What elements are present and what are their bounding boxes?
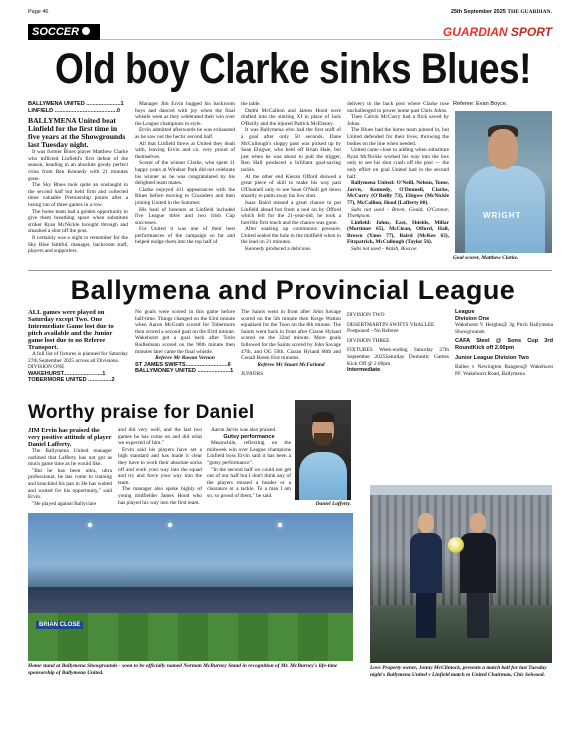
torso (410, 533, 442, 593)
para: the table. (241, 101, 261, 107)
fixtures-heading: FIXTURES Week-ending Saturday 27th September 2025Saturday Domestic Games Kick Off @ 2.00pm (347, 347, 449, 367)
masthead: THE GUARDIAN. (507, 9, 552, 15)
page-date: 25th September 2025 (450, 9, 506, 15)
fixture: Wakehurst V Heights@ 3g Pitch Ballymena Showgrounds (455, 322, 553, 335)
presentation-caption: Love Property owner, Jonny McClintock, presents a match ball for last Tuesday night's Ballymena United v Linfield match to United Chairman, Chis Selwood. (370, 665, 547, 678)
para: Daithi McCallion and James Hood were drafted into the starting XI in place of Jack O'Reilly and the injured Patrick McEleney. (241, 107, 341, 127)
para: United came close to adding when substitute Ryan McNickle worked his way into the box only to see his shot crash off the post — the only effort on goal United had in the second half. (347, 147, 449, 180)
cup-fixture: CAFA Steel @ Sons Cup 3rd RoundKick off 2.00pm (455, 338, 553, 351)
head (418, 513, 434, 533)
team-ballymena: Ballymena United: O'Neill, Nelson, Tome, Jarvis, Kennedy, O'Donnell, Clarke, McCurry (O'Reilly 73), Ehigwe (McNickle 77), McCallion, Hood (Lafferty 80). (347, 180, 449, 206)
main-col-3 (241, 101, 341, 271)
league-col-5 (455, 309, 553, 397)
intermediate-label: Intermediate (347, 367, 381, 374)
para: Scorer of the winner Clarke, who spent 11 happy years at Windsor Park did not celebrate his winner as he was congratulated by his delighted team mates. (135, 160, 235, 187)
fixture: DESERTMARTIN SWIFTS VBALLEE (347, 321, 435, 328)
player-shirt (299, 452, 347, 500)
league-col-3 (241, 309, 341, 397)
score-home: BALLYMENA UNITED ......................1 (28, 101, 124, 107)
para: The Sky Blues took quite an onslaught in the second half but held firm and collected three valuable Premiership points after a losing run of three games in a row. (28, 182, 128, 208)
subs-ballymena: Subs not used - Breen, Gould, O'Connor, Thompson. (347, 206, 449, 220)
para: Aaron Jarvis was also praised. (211, 427, 277, 433)
main-headline: Old boy Clarke sinks Blues! (55, 44, 531, 92)
floodlight (88, 523, 92, 527)
worthy-lede: JIM Ervin has praised the very positive attitude of player Daniel Lafferty. (28, 427, 112, 448)
subhead: Gutsy performance (223, 433, 275, 440)
para: "He played against Ballyclare (32, 500, 97, 507)
para: After soaking up continuous pressure, United sealed the hole in the midfield when in the lead on 21 minutes. (241, 226, 341, 246)
person-right (460, 513, 496, 633)
clarke-caption: Goal scorer, Matthew Clarke. (453, 255, 519, 261)
para: "In the second half we could not get out of our half but I don't think any of the players missed a header or a clearance or a tackle. To a man I am so, so proud of them," he said. (207, 466, 291, 499)
lafferty-caption: Daniel Lafferty. (315, 501, 351, 507)
para: At the other end Kieran Offord showed a great piece of skill to make his way past O'Donnell only to see Sean O'Neill get down smartly to palm away his low shot. (241, 173, 341, 200)
league-lede: ALL games were played on Saturday except Two. One Intermediate Game lost due to pitch available and the Junior game lost due to no Referee Transport. (28, 309, 114, 351)
stadium-sign: BRIAN CLOSE (36, 621, 83, 629)
player-hair (312, 412, 334, 422)
head (470, 513, 486, 533)
para: For United it was one of their best performances of the campaign so far and helped nudge them into the top half of (135, 226, 235, 246)
fixture: Ballee v Newington Rangers@ Wakehurst PF. Wakehurst Road, Ballymena (455, 364, 553, 377)
para: No goals were scored in this game before half-time. Things changed on the 63rd minute when Aaron McGrath scored for Tobermore then scored a second goal on the 83rd minute. Wakehurst got a goal back after Torin Rodlemann scored on the 90th minute then minutes later came the final whistle. (135, 309, 235, 355)
para: Meanwhile, reflecting on the midweek win over League champions Linfield boss Ervin said it has been a "gutsy performance". (207, 440, 291, 466)
para: The Blues had the home team pinned in, but United defended for their lives, throwing the bodies on the line when needed. (347, 127, 449, 147)
junior-division-label: Junior League Division Two (455, 354, 529, 361)
legs (416, 593, 436, 638)
division-three-label: DIVISION THREE (347, 337, 390, 344)
match-ball (448, 537, 464, 553)
league-col-1 (28, 309, 128, 397)
division-two-label: DIVISION TWO (347, 312, 385, 318)
player-shirt (465, 166, 545, 253)
league-headline: Ballymena and Provincial League (70, 275, 516, 305)
sport-word: SPORT (510, 25, 552, 39)
para: The manager also spoke highly of young midfielder James Hood who has played his way into the first team. (118, 486, 202, 506)
stadium-photo (28, 513, 353, 661)
para: The Saints went in front after John Savage scored on the 5th minute then Kerge Watton equalised for the Toon on the 8th minute. The Saints went back in front after Ciaran Hyland scored on the 32nd minute. More goals followed for the Saints scored by John Savage 47th, and OG 59th, Ciaran Hyland 68th and Conall Breen 81st minutes. (241, 309, 341, 362)
league-col-4 (347, 312, 449, 398)
page-date-masthead (451, 9, 552, 15)
league-label: League (455, 309, 475, 315)
main-col-2 (135, 101, 235, 271)
para: It was former Blues player Matthew Clarke who inflicted Linfield's first defeat of the season, heading in an absolute goody perfect cross from Ben Kennedy with 21 minutes gone. (28, 149, 128, 182)
team-linfield: Linfield: Johns, East, Shields, Millar (Mortimer 65), McClean, Offord, Hall, Brown (Yates 77), Baird (McKee 63), Fitzpatrick, McCullough (Taylor 56). (347, 219, 449, 246)
subs-linfield: Subs not used - Walsh, Roscoe. (351, 246, 418, 253)
main-lede: BALLYMENA United beat Linfield for the first time in five years at the Showgrounds last Tuesday night. (28, 116, 126, 150)
guardian-word: GUARDIAN (442, 25, 508, 39)
floodlight (168, 523, 172, 527)
player-beard (314, 433, 332, 446)
stadium-caption: Home stand at Ballymena Showgrounds - soon to be officially named Norman McBurney Stand in recognition of Mr. McBurney's life-time sponsorship of Ballymena United. (28, 663, 338, 676)
legs (467, 593, 489, 638)
juniors-label: JUNIORS (241, 371, 264, 378)
player-head (488, 129, 518, 169)
page-header (28, 9, 552, 19)
main-col-4 (347, 101, 449, 271)
para: "But he has been ultra, ultra professional, he has come to training and knuckled his pan in He has waited and waited for his opportunity," said Ervin. (28, 467, 112, 501)
league-col-2 (135, 309, 235, 397)
para: The Ballymena United manager outlined that Lafferty has not got as much game time as he would like. (28, 448, 112, 468)
postponed-note: Postponed - No Referee (347, 328, 399, 335)
clarke-photo (455, 111, 552, 253)
score-line: TOBERMORE UNITED ...............2 (28, 377, 115, 384)
page-number: Page 46 (28, 9, 49, 15)
main-col-1 (28, 101, 128, 271)
torso (460, 533, 496, 593)
shirt-sponsor: WRIGHT (483, 211, 522, 220)
referee-line: Referee: Evan Boyce. (453, 101, 508, 107)
para: Ervin said his players have set a high standard and has made it clear they have to work their absolute socks off and work your way into the squad and try and force your way into the team. (118, 446, 202, 486)
para: It certainly was a night to remember for the Sky Blue faithful, manager, backroom staff, players and supporters. (28, 234, 128, 255)
para: A full list of fixtures is planned for Saturday 27th September 2025 across all Divisions. (28, 351, 128, 364)
para: It was Ballymena who had the first sniff of a goal after only 50 seconds. Dane McCullough's sloppy pass was picked up by Sean Ehigwe, who held off Brian Hale, but just when he was about to pull the trigger, Ben Hall produced a brilliant goal-saving tackle. (241, 127, 341, 173)
para: Then Calvin McCurry had a flick saved by Johns. (347, 114, 449, 127)
referee-line: Referee Mr Stuart McFarland (257, 361, 325, 368)
worthy-col-2 (118, 427, 202, 511)
division-one-label: Division One (455, 315, 490, 322)
lafferty-photo (295, 400, 351, 500)
worthy-headline: Worthy praise for Daniel (28, 402, 255, 423)
para: The home team had a golden opportunity to give them breathing space when substitute striker Ryan McNickle brought through and smashed a shot off the post. (28, 208, 128, 235)
para: Clarke enjoyed 411 appearances with the Blues before moving to Crusaders and then joining United in the Summer. (135, 186, 235, 206)
division-one-label: DIVISION ONE (28, 364, 65, 371)
football-icon (81, 26, 91, 36)
para: and did very well, and the last two games he has come on and did what we expected of him." (118, 427, 202, 447)
para: Isaac Baird missed a great chance to put Linfield ahead but from a nod on by Offord which fell for the 21-year-old, he took a horrible first touch and the chance was gone. (241, 199, 341, 226)
soccer-text: SOCCER (32, 26, 80, 38)
home-stand (28, 587, 353, 613)
para: Kennedy produced a delicious (245, 246, 311, 253)
score-line: BALLYMONEY UNITED .....................1 (135, 368, 234, 375)
para: Manager Jim Ervin hugged his backroom boys and danced with joy when the final whistle went as they celebrated their win over the League champions in style. (135, 101, 235, 127)
para: Ervin admitted afterwards he was exhausted as he saw out the hectic second half. (135, 127, 235, 140)
floodlight (278, 523, 282, 527)
referee-line: Referee Mr Rowan Vernon (155, 355, 215, 362)
person-left (410, 513, 442, 633)
score-line: ST JAMES SWIFTS...........................6 (135, 361, 231, 368)
worthy-col-3 (207, 427, 291, 511)
score-away: LINFIELD ........................................0 (28, 107, 120, 114)
para: All that Linfield threw at United they dealt with, leaving Ervin and co. very proud of themselves. (135, 140, 235, 160)
para: His haul of honours at Linfield included five League titles and two Irish Cup successes. (135, 206, 235, 226)
worthy-col-1 (28, 427, 112, 511)
score-line: WAKEHURST.........................1 (28, 370, 106, 377)
presentation-photo (370, 485, 552, 663)
para: delivery to the back post where Clarke rose unchallenged to power home past Chris Johns. (347, 101, 449, 114)
